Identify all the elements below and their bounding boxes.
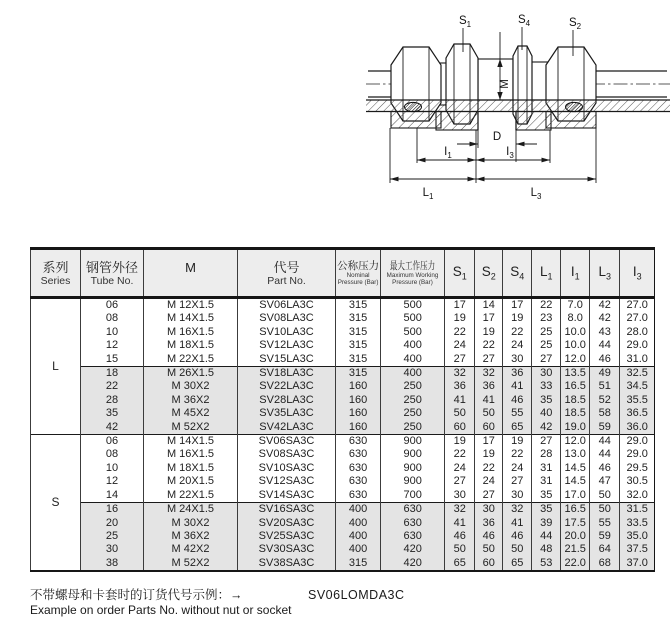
cell-tube-no: 06 (81, 298, 144, 313)
cell-tube-no: 16 (81, 503, 144, 517)
cell-part-no: SV08SA3C (238, 448, 336, 461)
order-note-cn: 不带螺母和卡套时的订货代号示例：→ (30, 588, 243, 602)
cell-s4: 27 (503, 475, 532, 488)
cell-s4: 46 (503, 394, 532, 407)
table-row (31, 503, 655, 517)
cell-l3: 50 (590, 489, 620, 503)
cell-tube-no: 15 (81, 353, 144, 367)
header-part-no: 代号 Part No. (238, 249, 336, 298)
cell-part-no: SV08LA3C (238, 312, 336, 325)
cell-s1: 32 (445, 503, 475, 517)
cell-max-working-pressure: 400 (381, 339, 445, 352)
cell-i3: 34.5 (620, 380, 655, 393)
cell-s4: 22 (503, 448, 532, 461)
cell-l3: 46 (590, 353, 620, 367)
example-part-code: SV06LOMDA3C (308, 588, 405, 602)
cell-part-no: SV06LA3C (238, 298, 336, 313)
cell-s2: 24 (475, 475, 503, 488)
cell-m-thread: M 24X1.5 (144, 503, 238, 517)
cell-l1: 23 (532, 312, 561, 325)
cell-nominal-pressure: 315 (336, 339, 381, 352)
series-label: L (31, 298, 81, 435)
cell-part-no: SV35LA3C (238, 407, 336, 420)
cell-l3: 42 (590, 312, 620, 325)
cell-i3: 35.0 (620, 530, 655, 543)
cell-s2: 22 (475, 462, 503, 475)
cell-max-working-pressure: 250 (381, 394, 445, 407)
cell-l1: 35 (532, 503, 561, 517)
cell-tube-no: 12 (81, 339, 144, 352)
cell-m-thread: M 26X1.5 (144, 367, 238, 381)
cell-s1: 65 (445, 557, 475, 571)
cell-l3: 59 (590, 421, 620, 435)
cell-s1: 17 (445, 298, 475, 313)
cell-tube-no: 18 (81, 367, 144, 381)
cell-max-working-pressure: 420 (381, 557, 445, 571)
cell-s4: 46 (503, 530, 532, 543)
table-row (31, 489, 655, 503)
cell-s4: 65 (503, 421, 532, 435)
cell-s1: 22 (445, 326, 475, 339)
cell-max-working-pressure: 900 (381, 462, 445, 475)
cell-i3: 27.0 (620, 312, 655, 325)
cell-s1: 60 (445, 421, 475, 435)
cell-s4: 24 (503, 339, 532, 352)
cell-s1: 24 (445, 462, 475, 475)
cell-s2: 17 (475, 312, 503, 325)
cell-i1: 18.5 (561, 394, 590, 407)
cell-l1: 33 (532, 380, 561, 393)
cell-tube-no: 25 (81, 530, 144, 543)
table-row (31, 517, 655, 530)
label-l3: $L_3$ (530, 187, 542, 201)
cell-part-no: SV10SA3C (238, 462, 336, 475)
cell-s1: 41 (445, 517, 475, 530)
cell-i3: 31.0 (620, 353, 655, 367)
cell-s4: 19 (503, 312, 532, 325)
table-row (31, 475, 655, 488)
cell-max-working-pressure: 630 (381, 517, 445, 530)
cell-i3: 29.5 (620, 462, 655, 475)
cell-l3: 55 (590, 517, 620, 530)
cell-s1: 46 (445, 530, 475, 543)
label-m: M (499, 79, 511, 89)
cell-s4: 19 (503, 435, 532, 449)
cell-m-thread: M 22X1.5 (144, 489, 238, 503)
cell-i1: 10.0 (561, 326, 590, 339)
cell-part-no: SV06SA3C (238, 435, 336, 449)
cell-l3: 68 (590, 557, 620, 571)
cell-max-working-pressure: 630 (381, 503, 445, 517)
cell-i3: 37.0 (620, 557, 655, 571)
header-i1: $I_1$ (561, 249, 590, 298)
cell-tube-no: 38 (81, 557, 144, 571)
fitting-section-drawing (366, 4, 670, 232)
table-row (31, 448, 655, 461)
header-l1: $L_1$ (532, 249, 561, 298)
cell-s1: 22 (445, 448, 475, 461)
cell-m-thread: M 20X1.5 (144, 475, 238, 488)
cell-l3: 44 (590, 339, 620, 352)
cell-m-thread: M 12X1.5 (144, 298, 238, 313)
cell-i3: 35.5 (620, 394, 655, 407)
cell-l3: 42 (590, 298, 620, 313)
table-row (31, 462, 655, 475)
cell-i1: 14.5 (561, 462, 590, 475)
header-l3: $L_3$ (590, 249, 620, 298)
table-row (31, 339, 655, 352)
table-row (31, 312, 655, 325)
cell-i1: 17.0 (561, 489, 590, 503)
cell-nominal-pressure: 630 (336, 448, 381, 461)
cell-i1: 20.0 (561, 530, 590, 543)
cell-part-no: SV28LA3C (238, 394, 336, 407)
cell-l1: 35 (532, 394, 561, 407)
cell-m-thread: M 22X1.5 (144, 353, 238, 367)
cell-i1: 7.0 (561, 298, 590, 313)
cell-i3: 36.5 (620, 407, 655, 420)
cell-i3: 36.0 (620, 421, 655, 435)
cell-nominal-pressure: 160 (336, 407, 381, 420)
cell-l1: 28 (532, 448, 561, 461)
table-row (31, 530, 655, 543)
cell-s1: 19 (445, 312, 475, 325)
cell-l3: 50 (590, 503, 620, 517)
cell-nominal-pressure: 315 (336, 353, 381, 367)
cell-nominal-pressure: 400 (336, 543, 381, 556)
header-m: M (144, 249, 238, 298)
header-s1: $S_1$ (445, 249, 475, 298)
cell-s4: 65 (503, 557, 532, 571)
cell-i3: 27.0 (620, 298, 655, 313)
cell-l1: 39 (532, 517, 561, 530)
cell-m-thread: M 45X2 (144, 407, 238, 420)
cell-max-working-pressure: 900 (381, 448, 445, 461)
order-note-en: Example on order Parts No. without nut or socket (30, 603, 292, 617)
cell-l1: 42 (532, 421, 561, 435)
cell-l1: 27 (532, 435, 561, 449)
cell-nominal-pressure: 315 (336, 298, 381, 313)
order-note (30, 587, 650, 618)
cell-part-no: SV14SA3C (238, 489, 336, 503)
cell-s4: 17 (503, 298, 532, 313)
cell-part-no: SV18LA3C (238, 367, 336, 381)
table-row (31, 353, 655, 367)
cell-s2: 60 (475, 421, 503, 435)
table-row (31, 407, 655, 420)
cell-l3: 44 (590, 435, 620, 449)
cell-s2: 32 (475, 367, 503, 381)
section-cut (391, 112, 596, 131)
cell-m-thread: M 18X1.5 (144, 462, 238, 475)
cell-l1: 48 (532, 543, 561, 556)
cell-s2: 14 (475, 298, 503, 313)
table-row (31, 326, 655, 339)
cell-s1: 36 (445, 380, 475, 393)
cell-nominal-pressure: 315 (336, 557, 381, 571)
cell-tube-no: 35 (81, 407, 144, 420)
cell-tube-no: 10 (81, 462, 144, 475)
cell-part-no: SV22LA3C (238, 380, 336, 393)
cell-i1: 22.0 (561, 557, 590, 571)
cell-s2: 17 (475, 435, 503, 449)
fitting-spec-table (30, 247, 655, 572)
cell-s2: 36 (475, 517, 503, 530)
header-s4: $S_4$ (503, 249, 532, 298)
cell-l3: 43 (590, 326, 620, 339)
cell-s2: 27 (475, 353, 503, 367)
cell-part-no: SV16SA3C (238, 503, 336, 517)
cell-tube-no: 06 (81, 435, 144, 449)
cell-tube-no: 30 (81, 543, 144, 556)
table-row (31, 394, 655, 407)
cell-max-working-pressure: 250 (381, 407, 445, 420)
cell-max-working-pressure: 400 (381, 353, 445, 367)
series-label: S (31, 435, 81, 572)
cell-s4: 55 (503, 407, 532, 420)
cell-i1: 12.0 (561, 353, 590, 367)
cell-nominal-pressure: 400 (336, 517, 381, 530)
cell-s2: 22 (475, 339, 503, 352)
cell-i1: 14.5 (561, 475, 590, 488)
cell-i3: 32.0 (620, 489, 655, 503)
cell-l3: 59 (590, 530, 620, 543)
cell-max-working-pressure: 630 (381, 530, 445, 543)
table-row (31, 421, 655, 435)
cell-l1: 40 (532, 407, 561, 420)
seal-ring-left (405, 102, 422, 111)
cell-nominal-pressure: 160 (336, 380, 381, 393)
label-d: D (492, 131, 502, 143)
cell-l1: 44 (532, 530, 561, 543)
cell-part-no: SV10LA3C (238, 326, 336, 339)
cell-s2: 50 (475, 407, 503, 420)
table-row (31, 557, 655, 571)
cell-nominal-pressure: 400 (336, 503, 381, 517)
header-series: 系列 Series (31, 249, 81, 298)
cell-max-working-pressure: 500 (381, 312, 445, 325)
seal-ring-right (566, 102, 583, 111)
cell-l1: 30 (532, 367, 561, 381)
label-s1: $S_1$ (459, 15, 472, 29)
cell-s1: 50 (445, 543, 475, 556)
cell-s4: 36 (503, 367, 532, 381)
cell-i3: 29.0 (620, 339, 655, 352)
cell-m-thread: M 14X1.5 (144, 312, 238, 325)
cell-s4: 50 (503, 543, 532, 556)
cell-max-working-pressure: 500 (381, 298, 445, 313)
cell-l3: 46 (590, 462, 620, 475)
cell-s4: 41 (503, 380, 532, 393)
cell-tube-no: 28 (81, 394, 144, 407)
cell-tube-no: 42 (81, 421, 144, 435)
cell-m-thread: M 36X2 (144, 530, 238, 543)
cell-i1: 18.5 (561, 407, 590, 420)
cell-tube-no: 12 (81, 475, 144, 488)
cell-max-working-pressure: 700 (381, 489, 445, 503)
table-row (31, 543, 655, 556)
table-row (31, 435, 655, 449)
cell-tube-no: 22 (81, 380, 144, 393)
cell-i1: 12.0 (561, 435, 590, 449)
cell-m-thread: M 52X2 (144, 557, 238, 571)
cell-part-no: SV42LA3C (238, 421, 336, 435)
cell-l3: 51 (590, 380, 620, 393)
cell-l1: 25 (532, 326, 561, 339)
cell-m-thread: M 30X2 (144, 380, 238, 393)
cell-s1: 41 (445, 394, 475, 407)
cell-m-thread: M 52X2 (144, 421, 238, 435)
label-s2: $S_2$ (569, 17, 582, 31)
cell-max-working-pressure: 500 (381, 326, 445, 339)
label-i3: $I_3$ (506, 146, 514, 160)
cell-nominal-pressure: 315 (336, 326, 381, 339)
cell-part-no: SV12LA3C (238, 339, 336, 352)
cell-l1: 53 (532, 557, 561, 571)
cell-l1: 31 (532, 475, 561, 488)
cell-s4: 41 (503, 517, 532, 530)
cell-l3: 58 (590, 407, 620, 420)
cell-s2: 19 (475, 326, 503, 339)
cell-i3: 37.5 (620, 543, 655, 556)
cell-s4: 30 (503, 489, 532, 503)
cell-s4: 32 (503, 503, 532, 517)
cell-i1: 17.5 (561, 517, 590, 530)
cell-nominal-pressure: 630 (336, 435, 381, 449)
cell-s1: 24 (445, 339, 475, 352)
cell-l3: 44 (590, 448, 620, 461)
cell-i1: 19.0 (561, 421, 590, 435)
cell-i1: 13.5 (561, 367, 590, 381)
cell-s2: 30 (475, 503, 503, 517)
table-body (31, 298, 655, 572)
cell-tube-no: 20 (81, 517, 144, 530)
cell-m-thread: M 16X1.5 (144, 326, 238, 339)
cell-max-working-pressure: 250 (381, 421, 445, 435)
cell-tube-no: 10 (81, 326, 144, 339)
table-row (31, 298, 655, 313)
cell-nominal-pressure: 400 (336, 530, 381, 543)
cell-nominal-pressure: 630 (336, 475, 381, 488)
header-max-pressure: 最大工作压力 Maximum Working Pressure (Bar) (381, 249, 445, 298)
cell-m-thread: M 42X2 (144, 543, 238, 556)
cell-l3: 52 (590, 394, 620, 407)
header-nominal-pressure: 公称压力 Nominal Pressure (Bar) (336, 249, 381, 298)
cell-i1: 10.0 (561, 339, 590, 352)
cell-s2: 50 (475, 543, 503, 556)
cell-s4: 30 (503, 353, 532, 367)
dim-i (417, 128, 550, 183)
cell-tube-no: 14 (81, 489, 144, 503)
cell-s1: 19 (445, 435, 475, 449)
cell-m-thread: M 36X2 (144, 394, 238, 407)
cell-i1: 21.5 (561, 543, 590, 556)
cell-part-no: SV30SA3C (238, 543, 336, 556)
cell-s1: 27 (445, 475, 475, 488)
cell-s4: 24 (503, 462, 532, 475)
header-i3: $I_3$ (620, 249, 655, 298)
cell-m-thread: M 16X1.5 (144, 448, 238, 461)
cell-m-thread: M 14X1.5 (144, 435, 238, 449)
cell-i3: 33.5 (620, 517, 655, 530)
cell-s2: 36 (475, 380, 503, 393)
cell-part-no: SV12SA3C (238, 475, 336, 488)
cell-s1: 27 (445, 353, 475, 367)
cell-s2: 60 (475, 557, 503, 571)
table-row (31, 367, 655, 381)
cell-m-thread: M 18X1.5 (144, 339, 238, 352)
label-l1: $L_1$ (422, 187, 434, 201)
cell-s1: 32 (445, 367, 475, 381)
cell-l3: 47 (590, 475, 620, 488)
cell-s2: 27 (475, 489, 503, 503)
cell-nominal-pressure: 630 (336, 462, 381, 475)
cell-i3: 31.5 (620, 503, 655, 517)
cell-part-no: SV25SA3C (238, 530, 336, 543)
cell-l1: 35 (532, 489, 561, 503)
cell-l3: 64 (590, 543, 620, 556)
cell-part-no: SV38SA3C (238, 557, 336, 571)
cell-l1: 22 (532, 298, 561, 313)
cell-s4: 22 (503, 326, 532, 339)
header-tube-no: 钢管外径 Tube No. (81, 249, 144, 298)
cell-max-working-pressure: 400 (381, 367, 445, 381)
cell-i1: 8.0 (561, 312, 590, 325)
cell-nominal-pressure: 315 (336, 312, 381, 325)
cell-nominal-pressure: 630 (336, 489, 381, 503)
cell-part-no: SV15LA3C (238, 353, 336, 367)
cell-s2: 46 (475, 530, 503, 543)
cell-nominal-pressure: 160 (336, 394, 381, 407)
cell-i3: 32.5 (620, 367, 655, 381)
cell-max-working-pressure: 900 (381, 475, 445, 488)
cell-nominal-pressure: 160 (336, 421, 381, 435)
cell-i1: 16.5 (561, 380, 590, 393)
cell-i3: 30.5 (620, 475, 655, 488)
cell-i1: 13.0 (561, 448, 590, 461)
cell-part-no: SV20SA3C (238, 517, 336, 530)
cell-s1: 30 (445, 489, 475, 503)
cell-tube-no: 08 (81, 312, 144, 325)
table-header (31, 249, 655, 298)
cell-tube-no: 08 (81, 448, 144, 461)
cell-i3: 28.0 (620, 326, 655, 339)
cell-max-working-pressure: 250 (381, 380, 445, 393)
cell-i1: 16.5 (561, 503, 590, 517)
table-row (31, 380, 655, 393)
cell-l1: 31 (532, 462, 561, 475)
cell-l1: 25 (532, 339, 561, 352)
cell-s2: 41 (475, 394, 503, 407)
cell-s2: 19 (475, 448, 503, 461)
header-s2: $S_2$ (475, 249, 503, 298)
cell-m-thread: M 30X2 (144, 517, 238, 530)
cell-i3: 29.0 (620, 448, 655, 461)
cell-i3: 29.0 (620, 435, 655, 449)
drawing-svg (366, 4, 670, 232)
cell-l3: 49 (590, 367, 620, 381)
cell-s1: 50 (445, 407, 475, 420)
cell-max-working-pressure: 420 (381, 543, 445, 556)
cell-nominal-pressure: 315 (336, 367, 381, 381)
label-i1: $I_1$ (444, 146, 452, 160)
cell-max-working-pressure: 900 (381, 435, 445, 449)
cell-l1: 27 (532, 353, 561, 367)
label-s4: $S_4$ (518, 14, 531, 28)
